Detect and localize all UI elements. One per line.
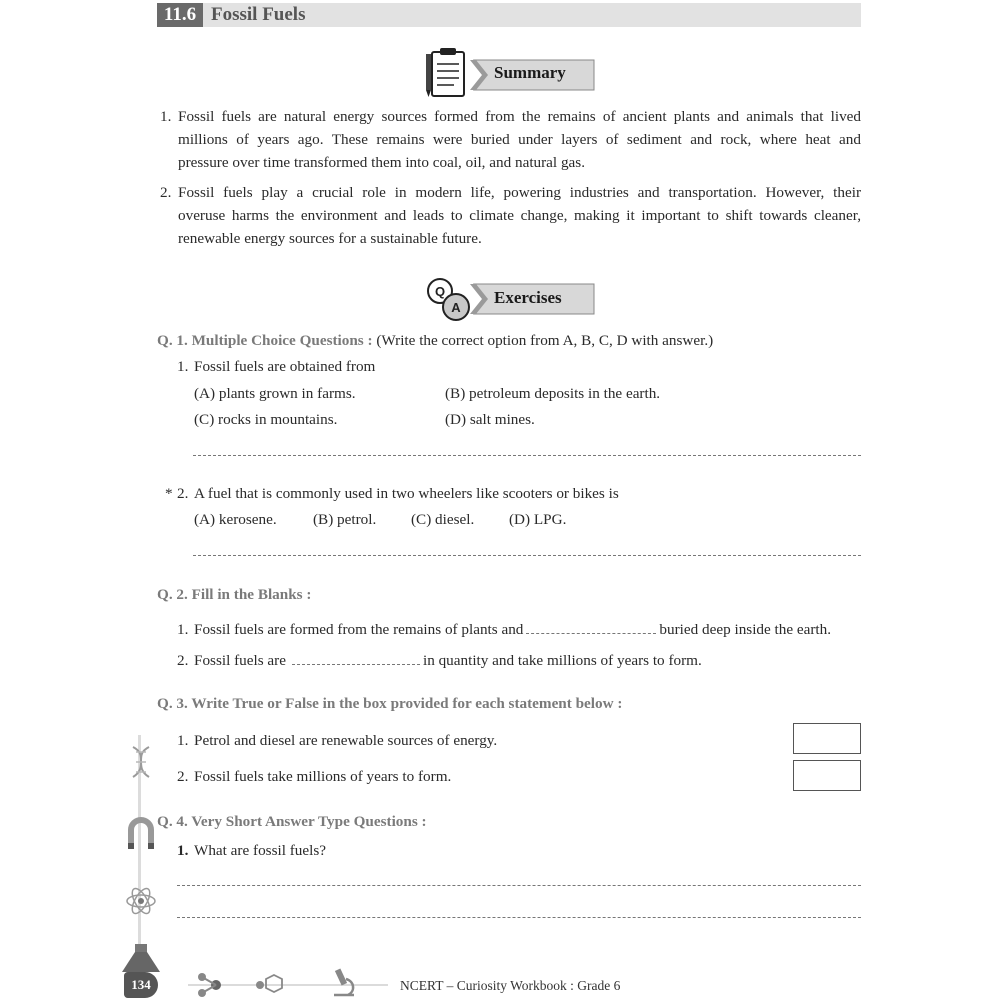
q1-item-1-option-a: (A) plants grown in farms. [194, 385, 356, 402]
q2-item-1-after: buried deep inside the earth. [659, 621, 832, 638]
q2-item-1-blank[interactable] [526, 632, 656, 634]
summary-item-1-line-1: Fossil fuels are natural energy sources formed from the remains of ancient plants and animals that lived [178, 108, 861, 125]
q1-label: Q. 1. Multiple Choice Questions : [157, 332, 373, 349]
q4-item-1-answer-line-2[interactable] [177, 917, 861, 918]
q4-label: Q. 4. Very Short Answer Type Questions : [157, 813, 427, 830]
atom-icon [124, 884, 158, 918]
summary-item-1-line-2: millions of years ago. These remains were buried under layers of sediment and rock, where heat and [178, 131, 861, 148]
q1-item-2-num: 2. [177, 485, 189, 502]
q1-item-1-option-d: (D) salt mines. [445, 411, 535, 428]
exercises-badge [424, 274, 596, 324]
summary-item-1-num: 1. [160, 108, 172, 125]
q1-item-2-option-d: (D) LPG. [509, 511, 567, 528]
q2-item-2-blank[interactable] [292, 663, 420, 665]
q2-item-2-before: Fossil fuels are [194, 652, 286, 669]
q3-item-1-text: Petrol and diesel are renewable sources of energy. [194, 732, 498, 749]
q1-item-2-option-c: (C) diesel. [411, 511, 475, 528]
summary-item-2-line-2: overuse harms the environment and leads to climate change, making it important to shift towards cleaner, [178, 207, 861, 224]
q2-item-2 [194, 649, 702, 672]
q1-item-2-star: * [165, 485, 173, 502]
q1-item-2-text: A fuel that is commonly used in two wheelers like scooters or bikes is [194, 485, 619, 502]
q3-item-1-answer-box[interactable] [793, 723, 861, 754]
q3-label: Q. 3. Write True or False in the box provided for each statement below : [157, 695, 623, 712]
q4-item-1-num: 1. [177, 842, 189, 859]
summary-badge [424, 44, 596, 102]
flask-icon [118, 944, 164, 974]
section-number: 11.6 [157, 3, 203, 27]
svg-text:A: A [451, 300, 461, 315]
q1-instruction: (Write the correct option from A, B, C, D with answer.) [376, 332, 714, 349]
q2-label: Q. 2. Fill in the Blanks : [157, 586, 312, 603]
dna-icon [128, 745, 154, 779]
q3-item-2-answer-box[interactable] [793, 760, 861, 791]
q3-item-2-text: Fossil fuels take millions of years to form. [194, 768, 452, 785]
exercises-badge-label: Exercises [494, 288, 562, 307]
summary-item-2-num: 2. [160, 184, 172, 201]
q2-item-1-before: Fossil fuels are formed from the remains of plants and [194, 621, 524, 638]
summary-badge-label: Summary [494, 63, 566, 82]
hexagon-molecule-icon [256, 975, 282, 992]
summary-item-2-line-3: renewable energy sources for a sustainable future. [178, 230, 482, 247]
q3-item-2-num: 2. [177, 768, 189, 785]
footer-book-title: NCERT – Curiosity Workbook : Grade 6 [400, 978, 621, 993]
q2-item-1 [194, 618, 831, 641]
q1-item-2-option-b: (B) petrol. [313, 511, 377, 528]
q4-item-1-answer-line-1[interactable] [177, 885, 861, 886]
q1-item-2-option-a: (A) kerosene. [194, 511, 277, 528]
q4-item-1-text: What are fossil fuels? [194, 842, 326, 859]
q1-item-1-option-b: (B) petroleum deposits in the earth. [445, 385, 661, 402]
q1-heading [157, 329, 713, 352]
q2-item-2-after: in quantity and take millions of years to form. [422, 652, 702, 669]
magnet-icon [126, 815, 156, 855]
q1-item-2-answer-line[interactable] [193, 555, 861, 556]
q1-item-1-answer-line[interactable] [193, 455, 861, 456]
q1-item-1-num: 1. [177, 358, 189, 375]
q3-item-1-num: 1. [177, 732, 189, 749]
footer-decoration [188, 965, 388, 999]
q1-item-1-option-c: (C) rocks in mountains. [194, 411, 338, 428]
svg-text:Q: Q [434, 284, 446, 299]
summary-item-2-line-1: Fossil fuels play a crucial role in modern life, powering industries and transportation. However, their [178, 184, 861, 201]
q1-item-1-text: Fossil fuels are obtained from [194, 358, 376, 375]
microscope-icon [334, 968, 354, 995]
q2-item-2-num: 2. [177, 652, 189, 669]
summary-item-1-line-3: pressure over time transformed them into coal, oil, and natural gas. [178, 154, 585, 171]
page-number: 134 [124, 972, 158, 998]
q2-item-1-num: 1. [177, 621, 189, 638]
section-title: Fossil Fuels [211, 4, 306, 25]
